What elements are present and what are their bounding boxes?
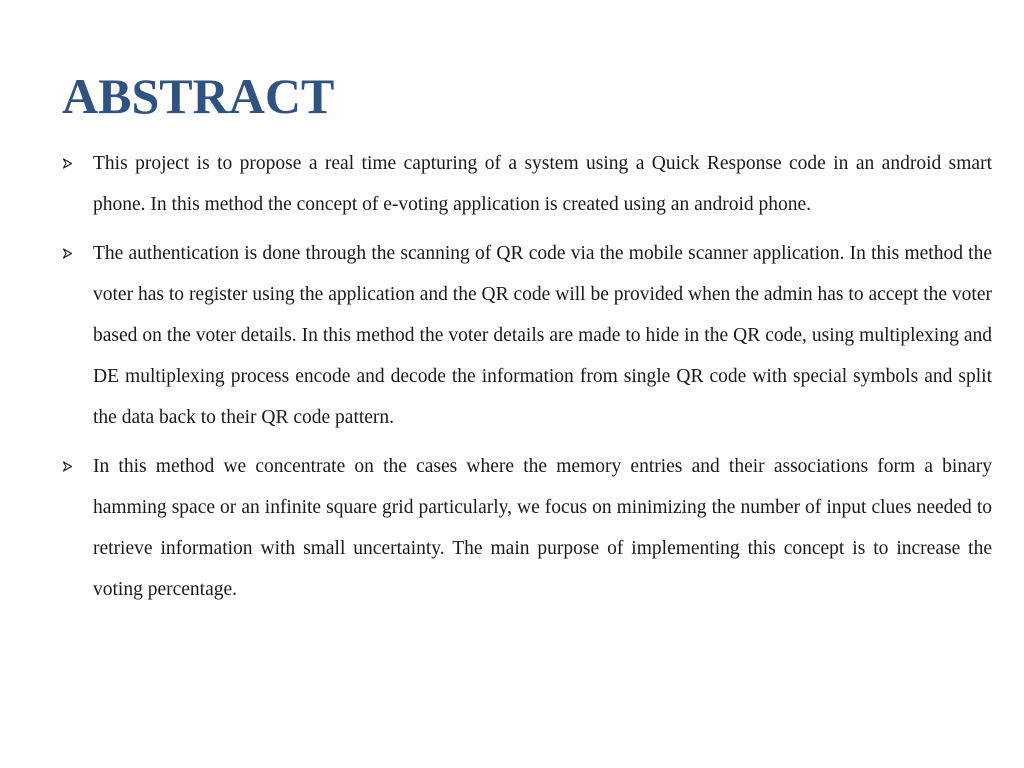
bullet-item bbox=[62, 446, 992, 610]
arrowhead-bullet-icon bbox=[62, 446, 76, 487]
bullet-item bbox=[62, 233, 992, 438]
bullet-item bbox=[62, 143, 992, 225]
arrowhead-bullet-icon bbox=[62, 233, 76, 274]
bullet-list bbox=[62, 143, 992, 618]
bullet-text: This project is to propose a real time capturing of a system using a Quick Response code in an android smart phone. In this method the concept of e-voting application is created using an android phone. bbox=[93, 153, 992, 215]
arrowhead-bullet-icon bbox=[62, 143, 76, 184]
slide-title: ABSTRACT bbox=[62, 68, 335, 124]
bullet-text: In this method we concentrate on the cases where the memory entries and their associations form a binary hamming space or an infinite square grid particularly, we focus on minimizing the number of input clues needed to retrieve information with small uncertainty. The main purpose of implementing this concept is to increase the voting percentage. bbox=[93, 456, 992, 600]
bullet-text: The authentication is done through the scanning of QR code via the mobile scanner application. In this method the voter has to register using the application and the QR code will be provided when the admin has to accept the voter based on the voter details. In this method the voter details are made to hide in the QR code, using multiplexing and DE multiplexing process encode and decode the information from single QR code with special symbols and split the data back to their QR code pattern. bbox=[93, 243, 992, 428]
